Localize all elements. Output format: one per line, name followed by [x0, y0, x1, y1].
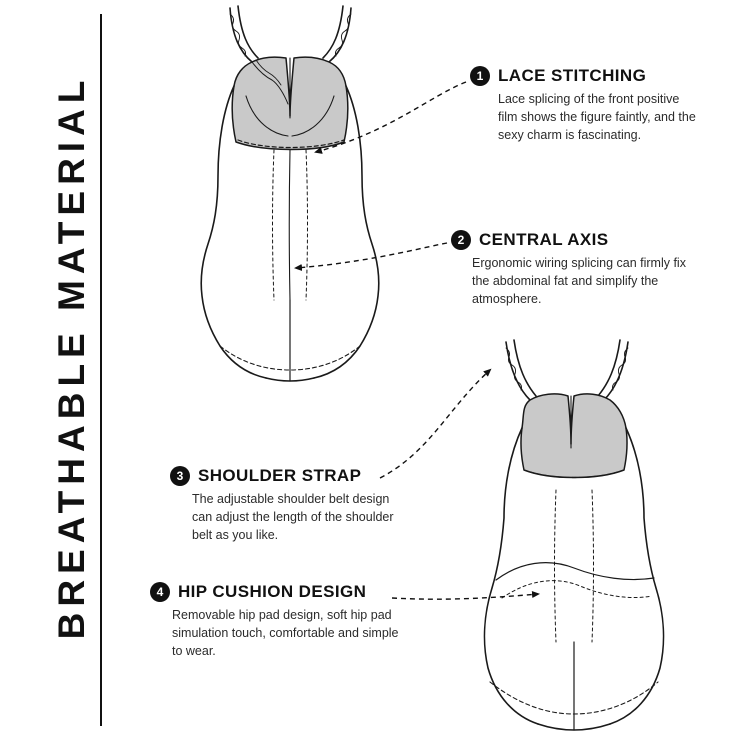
callout-4-title: HIP CUSHION DESIGN	[178, 582, 367, 601]
callout-2-number: 2	[451, 230, 471, 250]
callout-2-head	[451, 230, 687, 250]
back-view-bodysuit-illustration	[452, 330, 704, 740]
callout-2-title: CENTRAL AXIS	[479, 230, 609, 249]
callout-3-head	[170, 466, 402, 486]
title-divider-rule	[100, 14, 102, 726]
callout-shoulder-strap	[170, 466, 402, 544]
callout-1-number: 1	[470, 66, 490, 86]
callout-central-axis	[451, 230, 687, 308]
side-title-block	[0, 0, 110, 750]
callout-3-body: The adjustable shoulder belt design can adjust the length of the shoulder belt as you like.	[192, 492, 394, 542]
callout-1-head	[470, 66, 698, 86]
callout-3-number: 3	[170, 466, 190, 486]
page-title: BREATHABLE MATERIAL	[51, 74, 92, 640]
callout-2-body: Ergonomic wiring splicing can firmly fix the abdominal fat and simplify the atmosphere.	[472, 256, 686, 306]
callout-4-body: Removable hip pad design, soft hip pad simulation touch, comfortable and simple to wear.	[172, 608, 399, 658]
callout-hip-cushion-design	[150, 582, 402, 660]
callout-4-head	[150, 582, 402, 602]
callout-3-title: SHOULDER STRAP	[198, 466, 362, 485]
front-view-bodysuit-illustration	[168, 0, 413, 400]
callout-1-title: LACE STITCHING	[498, 66, 647, 85]
callout-lace-stitching	[470, 66, 698, 144]
callout-4-number: 4	[150, 582, 170, 602]
callout-1-body: Lace splicing of the front positive film shows the figure faintly, and the sexy charm is fascinating.	[498, 92, 696, 142]
